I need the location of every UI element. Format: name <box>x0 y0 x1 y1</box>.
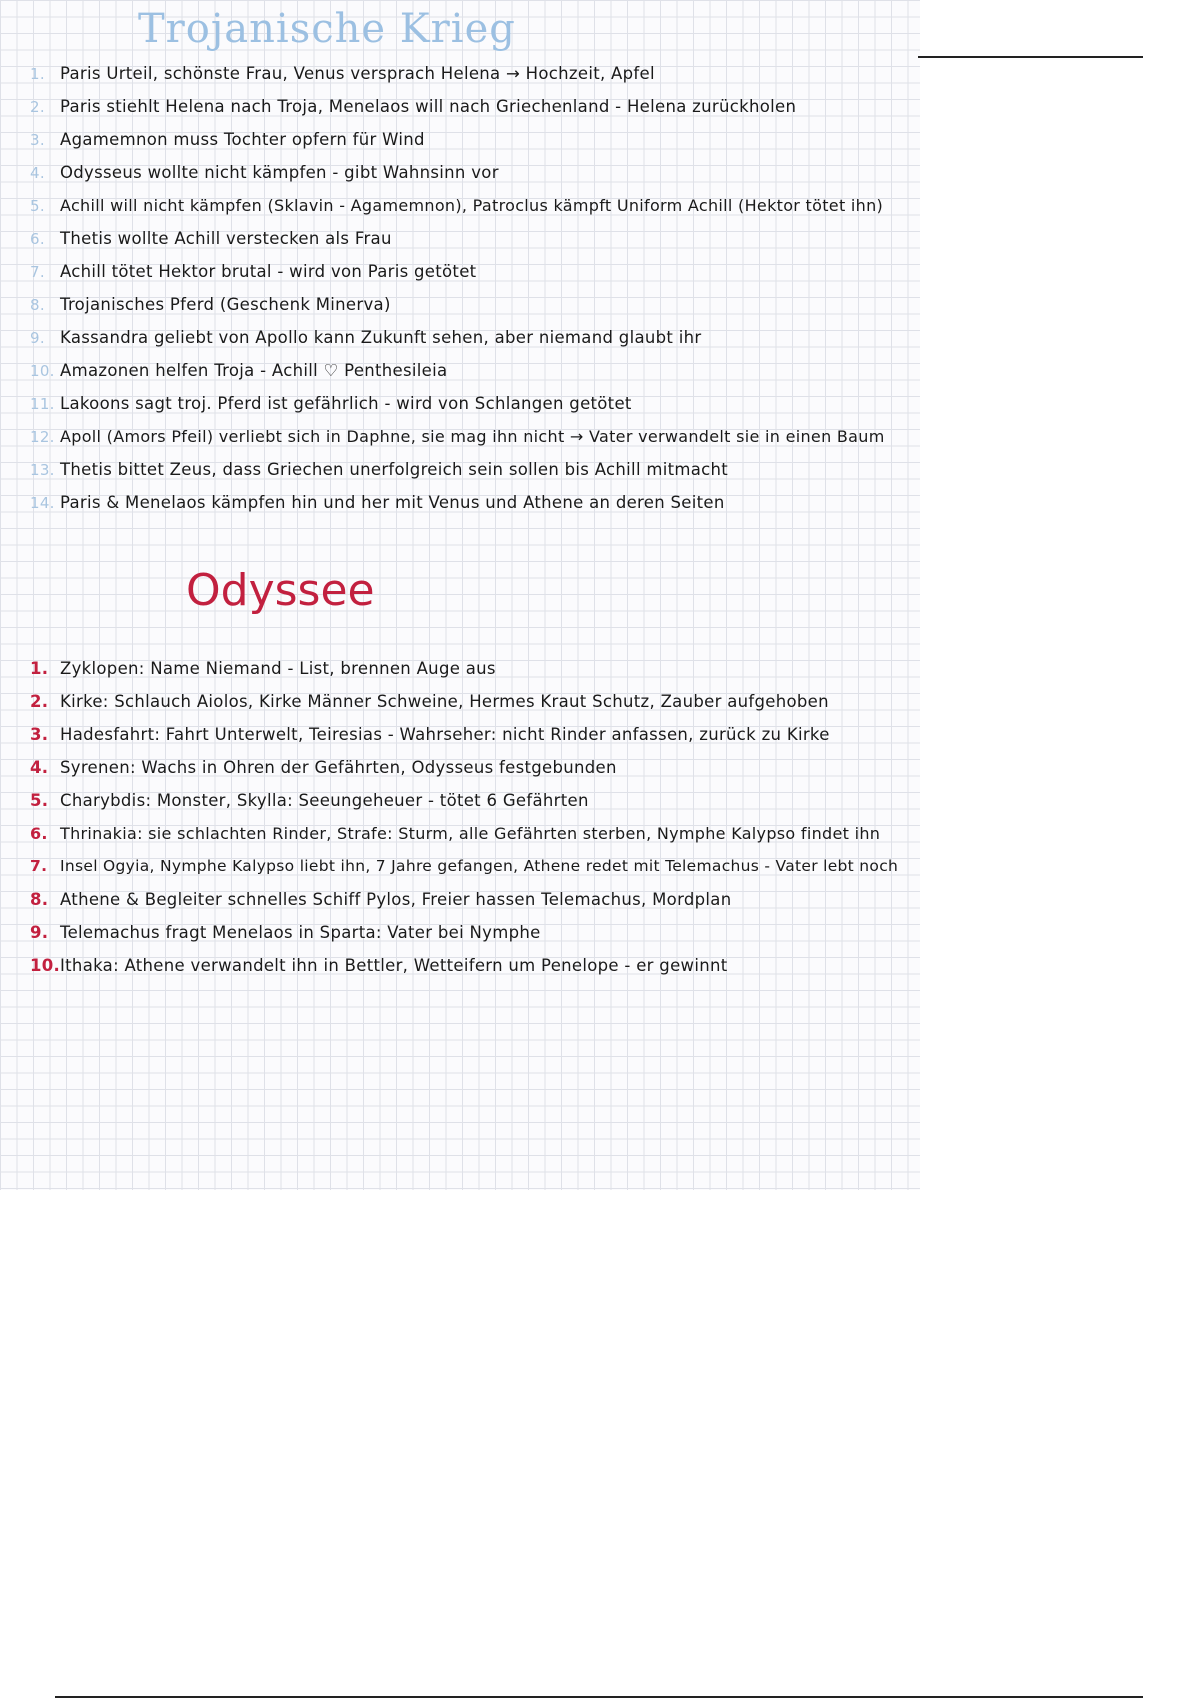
item-text: Telemachus fragt Menelaos in Sparta: Vater bei Nymphe <box>60 923 541 942</box>
item-text: Paris Urteil, schönste Frau, Venus versprach Helena → Hochzeit, Apfel <box>60 64 655 83</box>
item-number: 10. <box>30 956 61 975</box>
item-number: 8. <box>30 296 45 314</box>
list-item <box>30 229 392 253</box>
list-item <box>30 791 589 815</box>
section-title-odyssey: Odyssee <box>186 565 375 616</box>
list-item <box>30 460 728 484</box>
item-number: 10. <box>30 362 55 380</box>
item-number: 7. <box>30 857 48 875</box>
list-item <box>30 758 617 782</box>
item-number: 8. <box>30 890 49 909</box>
item-number: 6. <box>30 824 48 843</box>
item-text: Achill will nicht kämpfen (Sklavin - Agamemnon), Patroclus kämpft Uniform Achill (Hektor tötet ihn) <box>60 196 884 215</box>
item-number: 14. <box>30 494 55 512</box>
list-item <box>30 262 476 286</box>
item-text: Paris & Menelaos kämpfen hin und her mit Venus und Athene an deren Seiten <box>60 493 725 512</box>
list-item <box>30 857 898 881</box>
item-text: Apoll (Amors Pfeil) verliebt sich in Daphne, sie mag ihn nicht → Vater verwandelt sie in einen Baum <box>60 427 885 446</box>
list-item <box>30 956 728 980</box>
item-text: Lakoons sagt troj. Pferd ist gefährlich - wird von Schlangen getötet <box>60 394 632 413</box>
item-text: Syrenen: Wachs in Ohren der Gefährten, Odysseus festgebunden <box>60 758 617 777</box>
list-item <box>30 427 885 451</box>
item-number: 11. <box>30 395 55 413</box>
list-item <box>30 196 883 220</box>
section-title-trojan-war: Trojanische Krieg <box>138 6 516 52</box>
item-text: Odysseus wollte nicht kämpfen - gibt Wahnsinn vor <box>60 163 499 182</box>
item-text: Trojanisches Pferd (Geschenk Minerva) <box>60 295 391 314</box>
list-item <box>30 493 725 517</box>
item-number: 1. <box>30 659 49 678</box>
list-item <box>30 328 701 352</box>
item-text: Charybdis: Monster, Skylla: Seeungeheuer - tötet 6 Gefährten <box>60 791 589 810</box>
item-number: 5. <box>30 791 49 810</box>
list-item <box>30 163 499 187</box>
top-rule-line <box>918 56 1143 58</box>
item-text: Athene & Begleiter schnelles Schiff Pylos, Freier hassen Telemachus, Mordplan <box>60 890 732 909</box>
list-item <box>30 659 496 683</box>
list-item <box>30 295 391 319</box>
item-text: Paris stiehlt Helena nach Troja, Menelaos will nach Griechenland - Helena zurückholen <box>60 97 797 116</box>
item-number: 5. <box>30 197 45 215</box>
item-text: Agamemnon muss Tochter opfern für Wind <box>60 130 425 149</box>
item-number: 2. <box>30 98 45 116</box>
list-item <box>30 97 796 121</box>
list-item <box>30 725 830 749</box>
list-item <box>30 890 731 914</box>
item-number: 4. <box>30 164 45 182</box>
item-number: 9. <box>30 329 45 347</box>
list-item <box>30 824 880 848</box>
item-text: Kassandra geliebt von Apollo kann Zukunft sehen, aber niemand glaubt ihr <box>60 328 702 347</box>
item-text: Ithaka: Athene verwandelt ihn in Bettler, Wetteifern um Penelope - er gewinnt <box>60 956 728 975</box>
item-text: Kirke: Schlauch Aiolos, Kirke Männer Schweine, Hermes Kraut Schutz, Zauber aufgehoben <box>60 692 829 711</box>
item-number: 1. <box>30 65 45 83</box>
bottom-rule-line <box>55 1696 1143 1698</box>
list-item <box>30 64 655 88</box>
item-number: 9. <box>30 923 49 942</box>
item-text: Achill tötet Hektor brutal - wird von Paris getötet <box>60 262 477 281</box>
list-item <box>30 394 632 418</box>
item-number: 3. <box>30 131 45 149</box>
item-text: Amazonen helfen Troja - Achill ♡ Penthesileia <box>60 361 448 380</box>
list-item <box>30 923 541 947</box>
item-number: 2. <box>30 692 49 711</box>
item-number: 7. <box>30 263 45 281</box>
item-number: 12. <box>30 428 55 446</box>
item-number: 6. <box>30 230 45 248</box>
item-number: 3. <box>30 725 49 744</box>
item-text: Thetis wollte Achill verstecken als Frau <box>60 229 392 248</box>
list-item <box>30 361 447 385</box>
item-text: Insel Ogyia, Nymphe Kalypso liebt ihn, 7 Jahre gefangen, Athene redet mit Telemachus - Vater lebt noch <box>60 857 899 875</box>
item-text: Thrinakia: sie schlachten Rinder, Strafe: Sturm, alle Gefährten sterben, Nymphe Kalypso findet ihn <box>60 824 881 843</box>
item-text: Thetis bittet Zeus, dass Griechen unerfolgreich sein sollen bis Achill mitmacht <box>60 460 729 479</box>
list-item <box>30 130 425 154</box>
item-number: 4. <box>30 758 49 777</box>
item-text: Hadesfahrt: Fahrt Unterwelt, Teiresias - Wahrseher: nicht Rinder anfassen, zurück zu Kirke <box>60 725 830 744</box>
list-item <box>30 692 829 716</box>
item-number: 13. <box>30 461 55 479</box>
item-text: Zyklopen: Name Niemand - List, brennen Auge aus <box>60 659 496 678</box>
